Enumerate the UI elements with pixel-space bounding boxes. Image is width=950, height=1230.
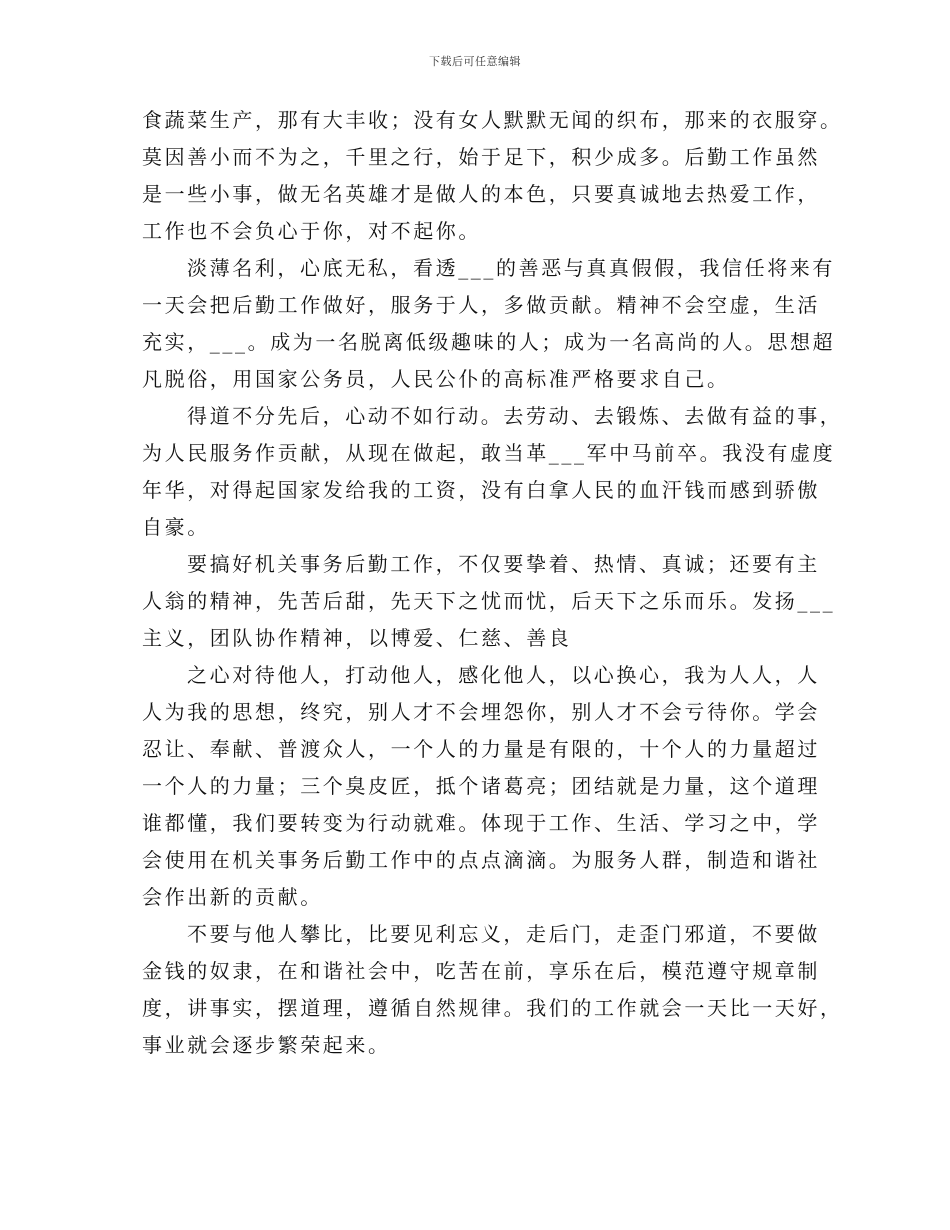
text-line: 自豪。	[142, 515, 210, 539]
text-line: 金钱的奴隶，在和谐社会中，吃苦在前，享乐在后，模范遵守规章制	[142, 959, 820, 983]
document-body	[142, 108, 843, 1072]
paragraph-start-line: 得道不分先后，心动不如行动。去劳动、去锻炼、去做有益的事，	[187, 404, 843, 428]
text-line: 年华，对得起国家发给我的工资，没有白拿人民的血汗钱而感到骄傲	[142, 478, 820, 502]
text-line: 是一些小事，做无名英雄才是做人的本色，只要真诚地去热爱工作，	[142, 182, 820, 206]
text-line: 凡脱俗，用国家公务员，人民公仆的高标准严格要求自己。	[142, 367, 730, 391]
text-line: 人翁的精神，先苦后甜，先天下之忧而忧，后天下之乐而乐。发扬___	[142, 589, 836, 613]
paragraph-start-line: 要搞好机关事务后勤工作，不仅要挚着、热情、真诚；还要有主	[187, 552, 820, 576]
text-line: 会使用在机关事务后勤工作中的点点滴滴。为服务人群，制造和谐社	[142, 848, 820, 872]
text-line: 充实，___。成为一名脱离低级趣味的人；成为一名高尚的人。思想超	[142, 330, 836, 354]
text-line: 食蔬菜生产，那有大丰收；没有女人默默无闻的织布，那来的衣服穿。	[142, 108, 843, 132]
text-line: 会作出新的贡献。	[142, 885, 323, 909]
paragraph-start-line: 不要与他人攀比，比要见利忘义，走后门，走歪门邪道，不要做	[187, 922, 820, 946]
page-header: 下载后可任意编辑	[429, 55, 521, 68]
text-line: 忍让、奉献、普渡众人，一个人的力量是有限的，十个人的力量超过	[142, 737, 820, 761]
text-line: 度，讲事实，摆道理，遵循自然规律。我们的工作就会一天比一天好，	[142, 996, 843, 1020]
text-line: 人为我的思想，终究，别人才不会埋怨你，别人才不会亏待你。学会	[142, 700, 820, 724]
text-line: 事业就会逐步繁荣起来。	[142, 1033, 391, 1057]
text-line: 谁都懂，我们要转变为行动就难。体现于工作、生活、学习之中，学	[142, 811, 820, 835]
text-line: 一天会把后勤工作做好，服务于人，多做贡献。精神不会空虚，生活	[142, 293, 820, 317]
text-line: 工作也不会负心于你，对不起你。	[142, 219, 481, 243]
text-line: 为人民服务作贡献，从现在做起，敢当革___军中马前卒。我没有虚度	[142, 441, 836, 465]
text-line: 莫因善小而不为之，千里之行，始于足下，积少成多。后勤工作虽然	[142, 145, 820, 169]
text-line: 一个人的力量；三个臭皮匠，抵个诸葛亮；团结就是力量，这个道理	[142, 774, 820, 798]
paragraph-start-line: 淡薄名利，心底无私，看透___的善恶与真真假假，我信任将来有	[187, 256, 835, 280]
paragraph-start-line: 之心对待他人，打动他人，感化他人，以心换心，我为人人，人	[187, 663, 820, 687]
text-line: 主义，团队协作精神，以博爱、仁慈、善良	[142, 626, 572, 650]
